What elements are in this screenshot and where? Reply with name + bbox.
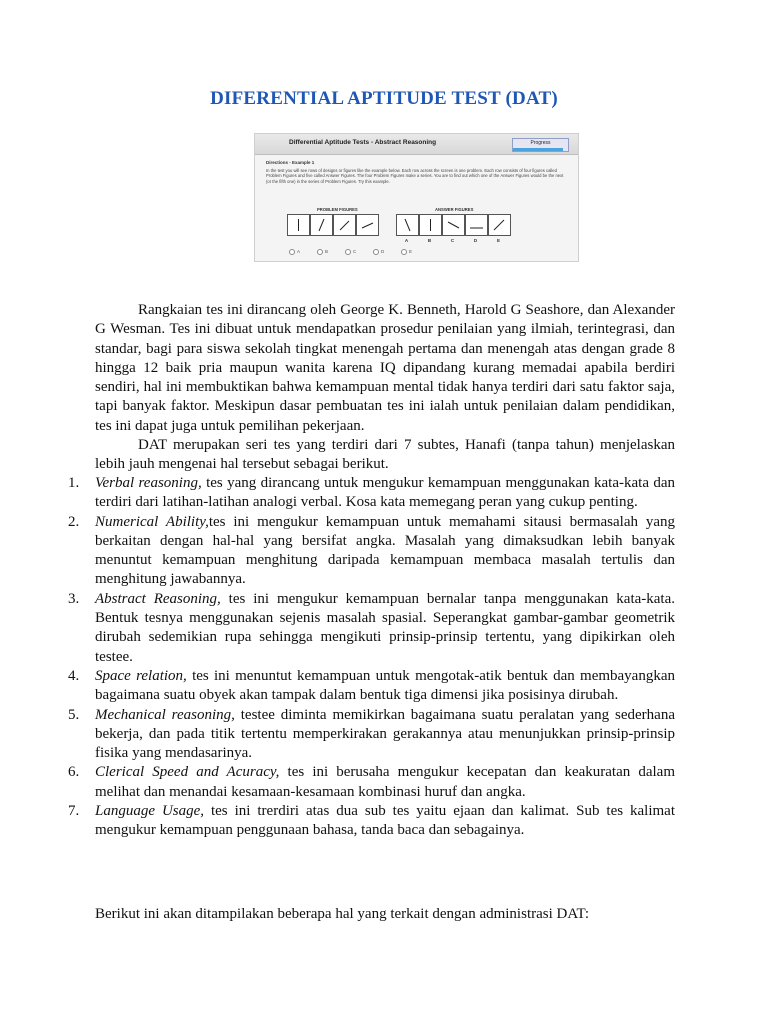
list-number: 4. [68, 667, 80, 684]
answer-figures-label: ANSWER FIGURES [435, 207, 474, 212]
list-number: 3. [68, 590, 80, 607]
problem-figure-4 [356, 214, 379, 236]
list-number: 2. [68, 513, 80, 530]
radio-icon [373, 249, 379, 255]
list-number: 6. [68, 764, 80, 781]
subtest-term: Numerical Ability, [95, 513, 209, 530]
figure-header [255, 134, 578, 155]
horizontal-line-icon [466, 215, 487, 235]
answer-radio-b[interactable] [317, 249, 328, 255]
diagonal-line-icon [334, 215, 355, 235]
answer-letter: A [404, 238, 409, 243]
intro-paragraph [95, 301, 675, 436]
intro-paragraph-text: Rangkaian tes ini dirancang oleh George K. Benneth, Harold G Seashore, dan Alexander G Wesman. Tes ini dibuat untuk mendapatkan prosedur penilaian yang ilmiah, terintegrasi, dan standar, bagi para siswa sekolah tingkat menengah pertama dan menengah atas dengan grade 8 hingga 12 baik pria maupun wanita karena IQ dipandang kurang memadai apabila berdiri sendiri, hal ini membuktikan bahwa kemampuan mental tidak hanya terdiri dari satu faktor saja, tapi banyak faktor. Meskipun dasar pembuatan tes ini ialah untuk penilaian dalam pendidikan, tes ini dapat juga untuk pemilihan pekerjaan. [95, 302, 675, 434]
radio-label: D [381, 249, 385, 255]
list-item [68, 706, 675, 764]
problem-figure-2 [310, 214, 333, 236]
answer-letter: B [427, 238, 432, 243]
list-item [68, 802, 675, 841]
radio-label: E [409, 249, 413, 255]
answer-radio-e[interactable] [401, 249, 412, 255]
vertical-line-icon [420, 215, 441, 235]
radio-icon [345, 249, 351, 255]
radio-icon [401, 249, 407, 255]
subtest-description: tes ini menuntut kemampuan untuk mengotak-atik bentuk dan membayangkan bagaimana suatu obyek akan tampak dalam bentuk tiga dimensi jika posisinya dirubah. [95, 667, 675, 704]
list-item [68, 513, 675, 590]
list-item [68, 590, 675, 667]
answer-figure-a[interactable] [396, 214, 419, 236]
problem-figures-label: PROBLEM FIGURES [317, 207, 358, 212]
subtest-list [68, 474, 675, 841]
document-title: DIFERENTIAL APTITUDE TEST (DAT) [210, 88, 558, 109]
answer-radio-a[interactable] [289, 249, 300, 255]
figure-instructions: In the test you will see rows of designs or figures like the example below. Each row across the screen is one problem. Each row consists of four figures called Problem Figures and five called Answer Figures. The four Problem Figures make a series. You are to find out which one of the Answer Figures would be the next (or the fifth one) in the series of Problem Figures. Try this example. [266, 168, 564, 184]
answer-letter: E [496, 238, 500, 243]
answer-letter: D [473, 238, 478, 243]
vertical-line-icon [288, 215, 309, 235]
radio-label: B [325, 249, 329, 255]
list-item [68, 763, 675, 802]
subtest-term: Space relation, [95, 667, 187, 684]
subtests-intro-text: DAT merupakan seri tes yang terdiri dari 7 subtes, Hanafi (tanpa tahun) menjelaskan lebih jauh mengenai hal tersebut sebagai berikut. [95, 437, 675, 473]
answer-figure-d[interactable] [465, 214, 488, 236]
radio-icon [317, 249, 323, 255]
answer-figure-c[interactable] [442, 214, 465, 236]
figure-subtitle: Directions - Example 1 [266, 160, 315, 165]
list-number: 1. [68, 475, 80, 491]
answer-radio-d[interactable] [373, 249, 384, 255]
answer-letter: C [450, 238, 455, 243]
problem-figure-1 [287, 214, 310, 236]
subtest-description: testee diminta memikirkan bagaimana suatu peralatan yang sederhana bekerja, dan pada titik tertentu memperkirakan gerakannya atau menunjukkan prinsip-prinsip fisika yang mendasarinya. [95, 706, 675, 762]
list-number: 7. [68, 803, 80, 820]
subtest-term: Abstract Reasoning, [95, 590, 221, 607]
subtests-intro-paragraph [95, 436, 675, 475]
answer-figure-e[interactable] [488, 214, 511, 236]
progress-indicator [512, 138, 569, 152]
subtest-description: tes ini mengukur kemampuan bernalar tanpa menggunakan kata-kata. Bentuk tesnya menggunakan sejenis masalah spasial. Seperangkat gambar-gambar geometrik dirubah sedemikian rupa sehingga mengikuti prinsip-prinsip tertentu, yang dipikirkan oleh testee. [95, 590, 675, 665]
figure-header-title: Differential Aptitude Tests - Abstract Reasoning [289, 139, 437, 146]
subtest-description: tes ini berusaha mengukur kecepatan dan keakuratan dalam melihat dan menandai kesamaan-kesamaan kombinasi huruf dan angka. [95, 764, 675, 800]
shallow-line-icon [357, 215, 378, 235]
closing-paragraph: Berikut ini akan ditampilakan beberapa hal yang terkait dengan administrasi DAT: [95, 906, 590, 922]
list-item [68, 667, 675, 706]
down-slope-line-icon [443, 215, 464, 235]
radio-label: C [353, 249, 357, 255]
subtest-term: Mechanical reasoning, [95, 706, 235, 723]
steep-line-icon [311, 215, 332, 235]
list-item [68, 474, 675, 513]
up-slope-line-icon [489, 215, 510, 235]
answer-figure-b[interactable] [419, 214, 442, 236]
subtest-term: Verbal reasoning, [95, 475, 202, 491]
progress-label: Progress [530, 140, 551, 146]
subtest-term: Clerical Speed and Acuracy, [95, 764, 280, 781]
subtest-description: tes ini trerdiri atas dua sub tes yaitu ejaan dan kalimat. Sub tes kalimat mengukur kemampuan penggunaan bahasa, tanda baca dan sebagainya. [95, 803, 675, 839]
problem-figure-3 [333, 214, 356, 236]
answer-radio-c[interactable] [345, 249, 356, 255]
subtest-description: tes ini mengukur kemampuan untuk memahami sitausi bermasalah yang berkaitan dengan hal-hal yang bersifat angka. Masalah yang dimaksudkan lebih banyak menuntut kemampuan menghitung daripada kemampuan membaca masalah tertulis dan menghitung jawabannya. [95, 513, 676, 588]
subtest-description: tes yang dirancang untuk mengukur kemampuan menggunakan kata-kata dan terdiri dari latihan-latihan analogi verbal. Kosa kata memegang peran yang cukup penting. [95, 475, 675, 511]
list-number: 5. [68, 706, 80, 723]
abstract-reasoning-screenshot [254, 133, 579, 262]
progress-fill [513, 148, 563, 151]
radio-label: A [297, 249, 301, 255]
radio-icon [289, 249, 295, 255]
backslash-line-icon [397, 215, 418, 235]
subtest-term: Language Usage, [95, 803, 205, 820]
